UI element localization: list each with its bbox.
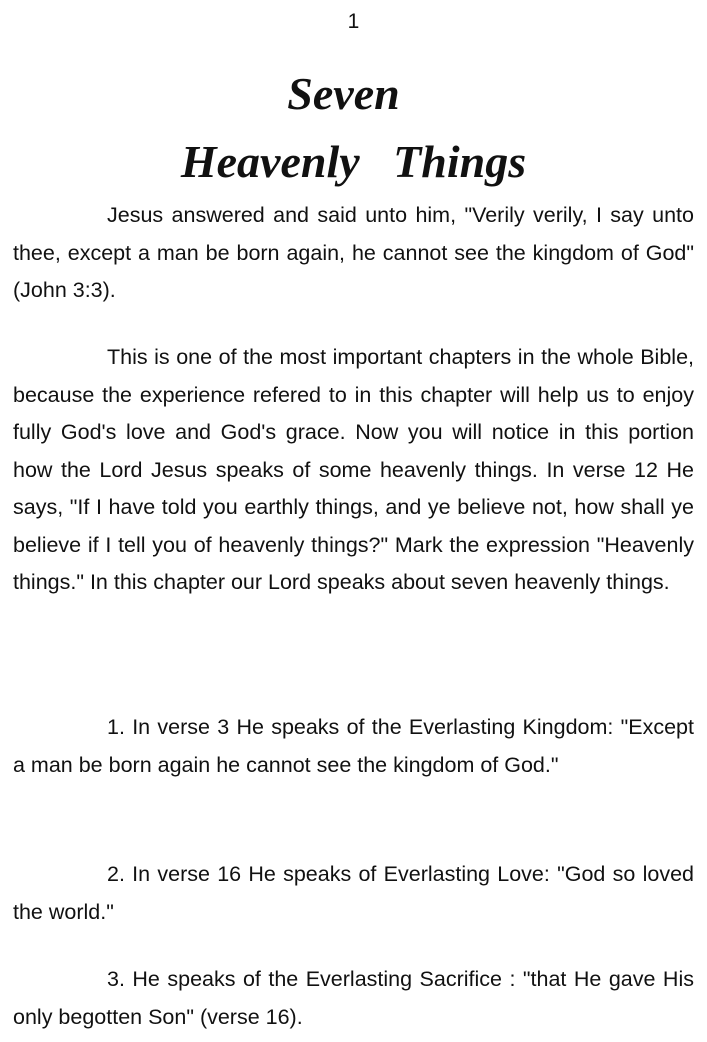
page-number: 1	[347, 10, 360, 33]
paragraph-point-3: 3. He speaks of the Everlasting Sacrifice : "that He gave His only begotten Son" (verse 16).	[13, 967, 694, 1029]
title-line-2: Heavenly Things	[180, 136, 527, 187]
paragraph-point-1: 1. In verse 3 He speaks of the Everlasting Kingdom: "Except a man be born again he cannot see the kingdom of God."	[13, 715, 694, 777]
paragraph-john-quote: Jesus answered and said unto him, "Verily verily, I say unto thee, except a man be born again, he cannot see the kingdom of God" (John 3:3).	[13, 203, 694, 302]
title-line-1: Seven	[287, 68, 400, 119]
paragraph-introduction: This is one of the most important chapters in the whole Bible, because the experience refered to in this chapter will help us to enjoy fully God's love and God's grace. Now you will notice in this portion how the Lord Jesus speaks of some heavenly things. In verse 12 He says, "If I have told you earthly things, and ye believe not, how shall ye believe if I tell you of heavenly things?" Mark the expression "Heavenly things." In this chapter our Lord speaks about seven heavenly things.	[13, 345, 694, 594]
paragraph-point-2: 2. In verse 16 He speaks of Everlasting Love: "God so loved the world."	[13, 862, 694, 924]
